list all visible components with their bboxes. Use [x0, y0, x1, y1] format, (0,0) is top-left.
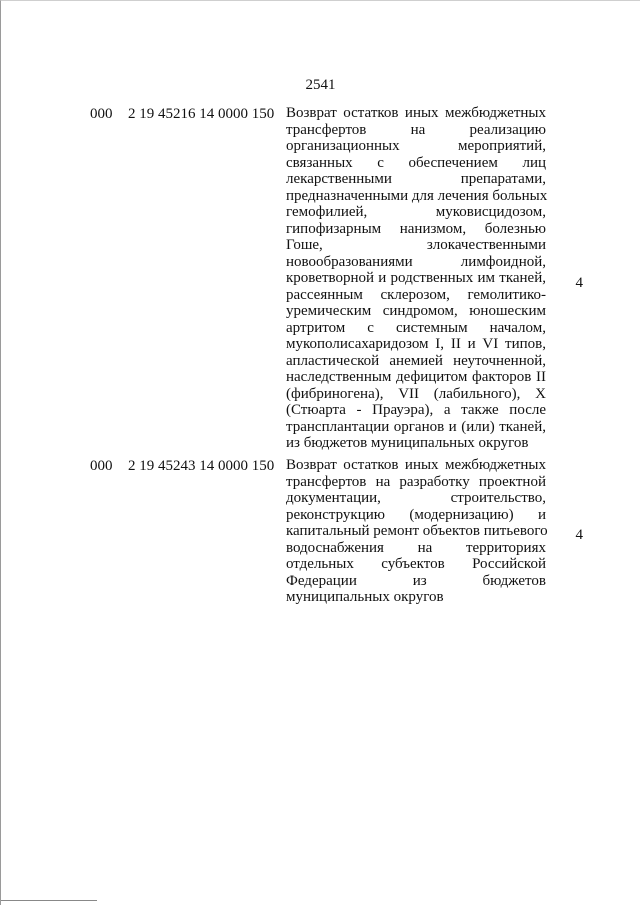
description-line: организационных мероприятий,	[286, 138, 546, 154]
description-line: трансплантации органов и (или) тканей,	[286, 418, 546, 435]
description-line: гемофилией, муковисцидозом,	[286, 204, 546, 220]
description-line: трансфертов на разработку проектной	[286, 473, 546, 490]
description-line: Федерации из бюджетов	[286, 572, 546, 589]
budget-classification-code: 2 19 45243 14 0000 150	[128, 458, 275, 474]
description-line: трансфертов на реализацию	[286, 121, 546, 138]
description-line: лекарственными препаратами,	[286, 171, 546, 187]
description-line: отдельных субъектов Российской	[286, 556, 546, 572]
description-line: гипофизарным нанизмом, болезнью	[286, 220, 546, 237]
description-line: артритом с системным началом,	[286, 319, 546, 336]
description-line: уремическим синдромом, юношеским	[286, 303, 546, 319]
description-line: (фибриногена), VII (лабильного), X	[286, 385, 546, 402]
admin-code: 000	[90, 458, 113, 474]
description-line: (Стюарта - Прауэра), а также после	[286, 402, 546, 418]
row-description	[286, 105, 546, 452]
description-line: Гоше, злокачественными	[286, 237, 546, 253]
description-line: предназначенными для лечения больных	[286, 187, 548, 204]
description-line: связанных с обеспечением лиц	[286, 154, 546, 171]
description-line: реконструкцию (модернизацию) и	[286, 506, 546, 523]
description-line: Возврат остатков иных межбюджетных	[286, 105, 546, 121]
description-line: апластической анемией неуточненной,	[286, 352, 546, 369]
footnote-divider	[1, 900, 97, 901]
admin-code: 000	[90, 106, 113, 122]
description-line: мукополисахаридозом I, II и VI типов,	[286, 336, 546, 352]
description-line: документации, строительство,	[286, 490, 546, 506]
description-line: новообразованиями лимфоидной,	[286, 253, 546, 270]
row-description	[286, 457, 546, 606]
budget-classification-code: 2 19 45216 14 0000 150	[128, 106, 275, 122]
description-line: кроветворной и родственных им тканей,	[286, 270, 546, 286]
description-line: рассеянным склерозом, гемолитико-	[286, 286, 546, 303]
page-number: 2541	[305, 77, 336, 93]
description-line: водоснабжения на территориях	[286, 539, 546, 556]
description-line: муниципальных округов	[286, 589, 444, 605]
row-amount: 4	[575, 527, 583, 543]
description-line: капитальный ремонт объектов питьевого	[286, 523, 548, 539]
description-line: наследственным дефицитом факторов II	[286, 369, 546, 385]
row-amount: 4	[575, 275, 583, 291]
description-line: Возврат остатков иных межбюджетных	[286, 457, 546, 473]
description-line: из бюджетов муниципальных округов	[286, 435, 529, 451]
